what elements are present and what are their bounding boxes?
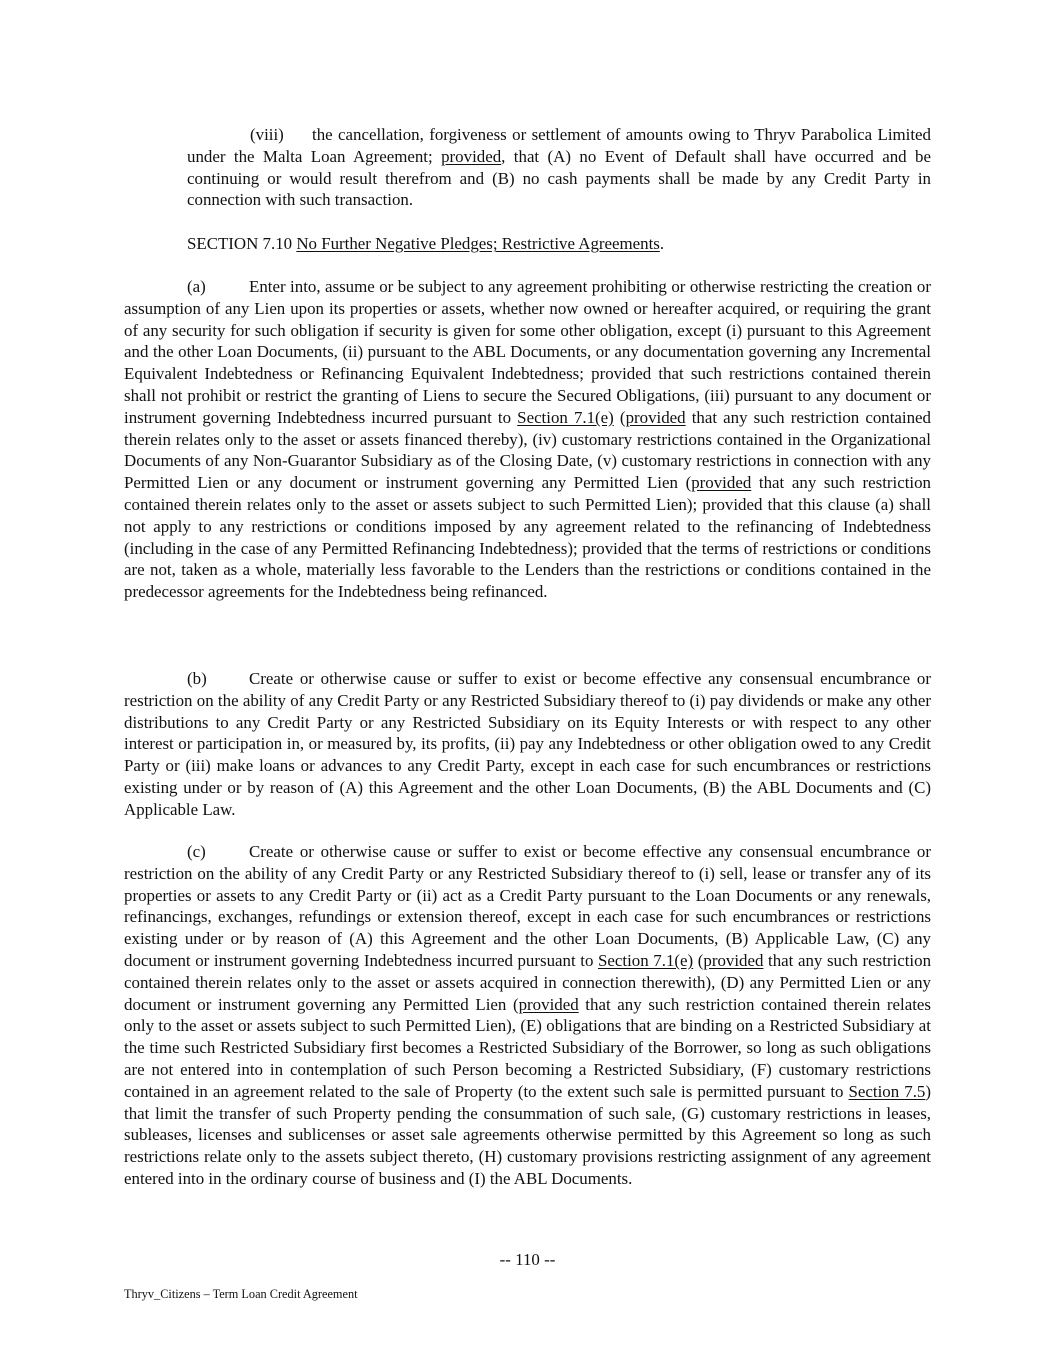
- paragraph-a-text-1: Enter into, assume or be subject to any agreement prohibiting or otherwise restricting the creation or assumption of any Lien upon its properties or assets, whether now owned or hereafter acquired, or requiring the grant of any security for such obligation if security is given for some other obligation, except (i) pursuant to this Agreement and the other Loan Documents, (ii) pursuant to the ABL Documents, or any documentation governing any Incremental Equivalent Indebtedness or Refinancing Equivalent Indebtedness; provided that such restrictions contained therein shall not prohibit or restrict the granting of Liens to secure the Secured Obligations, (iii) pursuant to any document or instrument governing Indebtedness incurred pursuant to: [124, 277, 931, 427]
- clause-viii-text-2: , that (A) no Event of Default shall have occurred and be continuing or would result therefrom and (B) no cash payments shall be made by any Credit Party in connection with such transaction.: [187, 146, 931, 210]
- paragraph-c-text-1: Create or otherwise cause or suffer to exist or become effective any consensual encumbrance or restriction on the ability of any Credit Party or any Restricted Subsidiary thereof to (i) sell, lease or transfer any of its properties or assets to any Credit Party or (ii) act as a Credit Party pursuant to the Loan Documents or any renewals, refinancings, exchanges, refundings or extension thereof, except in each case for such encumbrances or restrictions existing under or by reason of (A) this Agreement and the other Loan Documents, (B) Applicable Law, (C) any document or instrument governing Indebtedness incurred pursuant to: [124, 842, 931, 970]
- provided-term: provided: [703, 950, 764, 970]
- paragraph-a-number: (a): [187, 277, 206, 296]
- section-reference: Section 7.1(e): [517, 407, 614, 427]
- paragraph-b-number: (b): [187, 669, 207, 688]
- paragraph-c-text-2: (: [693, 950, 704, 970]
- section-reference: Section 7.1(e): [598, 950, 694, 970]
- clause-viii: [187, 124, 931, 211]
- paragraph-b-text: Create or otherwise cause or suffer to exist or become effective any consensual encumbrance or restriction on the ability of any Credit Party or any Restricted Subsidiary thereof to (i) pay dividends or make any other distributions to any Credit Party or any Restricted Subsidiary on its Equity Interests or with respect to any other interest or participation in, or measured by, its profits, (ii) pay any Indebtedness or other obligation owed to any Credit Party or (iii) make loans or advances to any Credit Party, except in each case for such encumbrances or restrictions existing under or by reason of (A) this Agreement and the other Loan Documents, (B) the ABL Documents and (C) Applicable Law.: [124, 669, 931, 819]
- provided-term: provided: [441, 146, 502, 166]
- clause-viii-text-1: the cancellation, forgiveness or settlement of amounts owing to Thryv Parabolica Limited under the Malta Loan Agreement;: [187, 125, 931, 166]
- provided-term: provided: [691, 473, 752, 493]
- paragraph-a-text-4: that any such restriction contained therein relates only to the asset or assets subject to such Permitted Lien); provided that this clause (a) shall not apply to any restrictions or conditions imposed by any agreement related to the refinancing of Indebtedness (including in the case of any Permitted Refinancing Indebtedness); provided that the terms of restrictions or conditions are not, taken as a whole, materially less favorable to the Lenders than the restrictions or conditions contained in the predecessor agreements for the Indebtedness being refinanced.: [124, 473, 931, 602]
- section-title: No Further Negative Pledges; Restrictive Agreements: [296, 234, 660, 253]
- paragraph-a: [124, 276, 931, 603]
- paragraph-a-text-3: that any such restriction contained therein relates only to the asset or assets financed thereby), (iv) customary restrictions contained in the Organizational Documents of any Non-Guarantor Subsidiary as of the Closing Date, (v) customary restrictions in connection with any Permitted Lien or any document or instrument governing any Permitted Lien (: [124, 407, 931, 493]
- paragraph-a-text-2: (: [613, 407, 626, 427]
- provided-term: provided: [625, 407, 686, 427]
- section-heading: [187, 233, 931, 255]
- document-footer: Thryv_Citizens – Term Loan Credit Agreement: [124, 1287, 358, 1301]
- paragraph-c-text-4: that any such restriction contained therein relates only to the asset or assets subject to such Permitted Lien), (E) obligations that are binding on a Restricted Subsidiary at the time such Restricted Subsidiary first becomes a Restricted Subsidiary of the Borrower, so long as such obligations are not entered into in contemplation of such Person becoming a Restricted Subsidiary, (F) customary restrictions contained in an agreement related to the sale of Property (to the extent such sale is permitted pursuant to: [124, 994, 931, 1101]
- paragraph-c-text-5: ) that limit the transfer of such Property pending the consummation of such sale, (G) customary restrictions in leases, subleases, licenses and sublicenses or asset sale agreements otherwise permitted by this Agreement so long as such restrictions relate only to the assets subject thereto, (H) customary provisions restricting assignment of any agreement entered into in the ordinary course of business and (I) the ABL Documents.: [124, 1081, 931, 1188]
- page-number: -- 110 --: [499, 1250, 556, 1269]
- provided-term: provided: [518, 994, 579, 1014]
- section-reference: Section 7.5: [848, 1081, 926, 1101]
- paragraph-b: [124, 668, 931, 821]
- section-period: .: [659, 234, 665, 253]
- section-label: SECTION 7.10: [187, 234, 297, 253]
- clause-viii-number: (viii): [250, 125, 284, 144]
- paragraph-c: [124, 841, 931, 1190]
- paragraph-c-number: (c): [187, 842, 206, 861]
- paragraph-c-text-3: that any such restriction contained therein relates only to the asset or assets acquired in connection therewith), (D) any Permitted Lien or any document or instrument governing any Permitted Lien (: [124, 950, 932, 1014]
